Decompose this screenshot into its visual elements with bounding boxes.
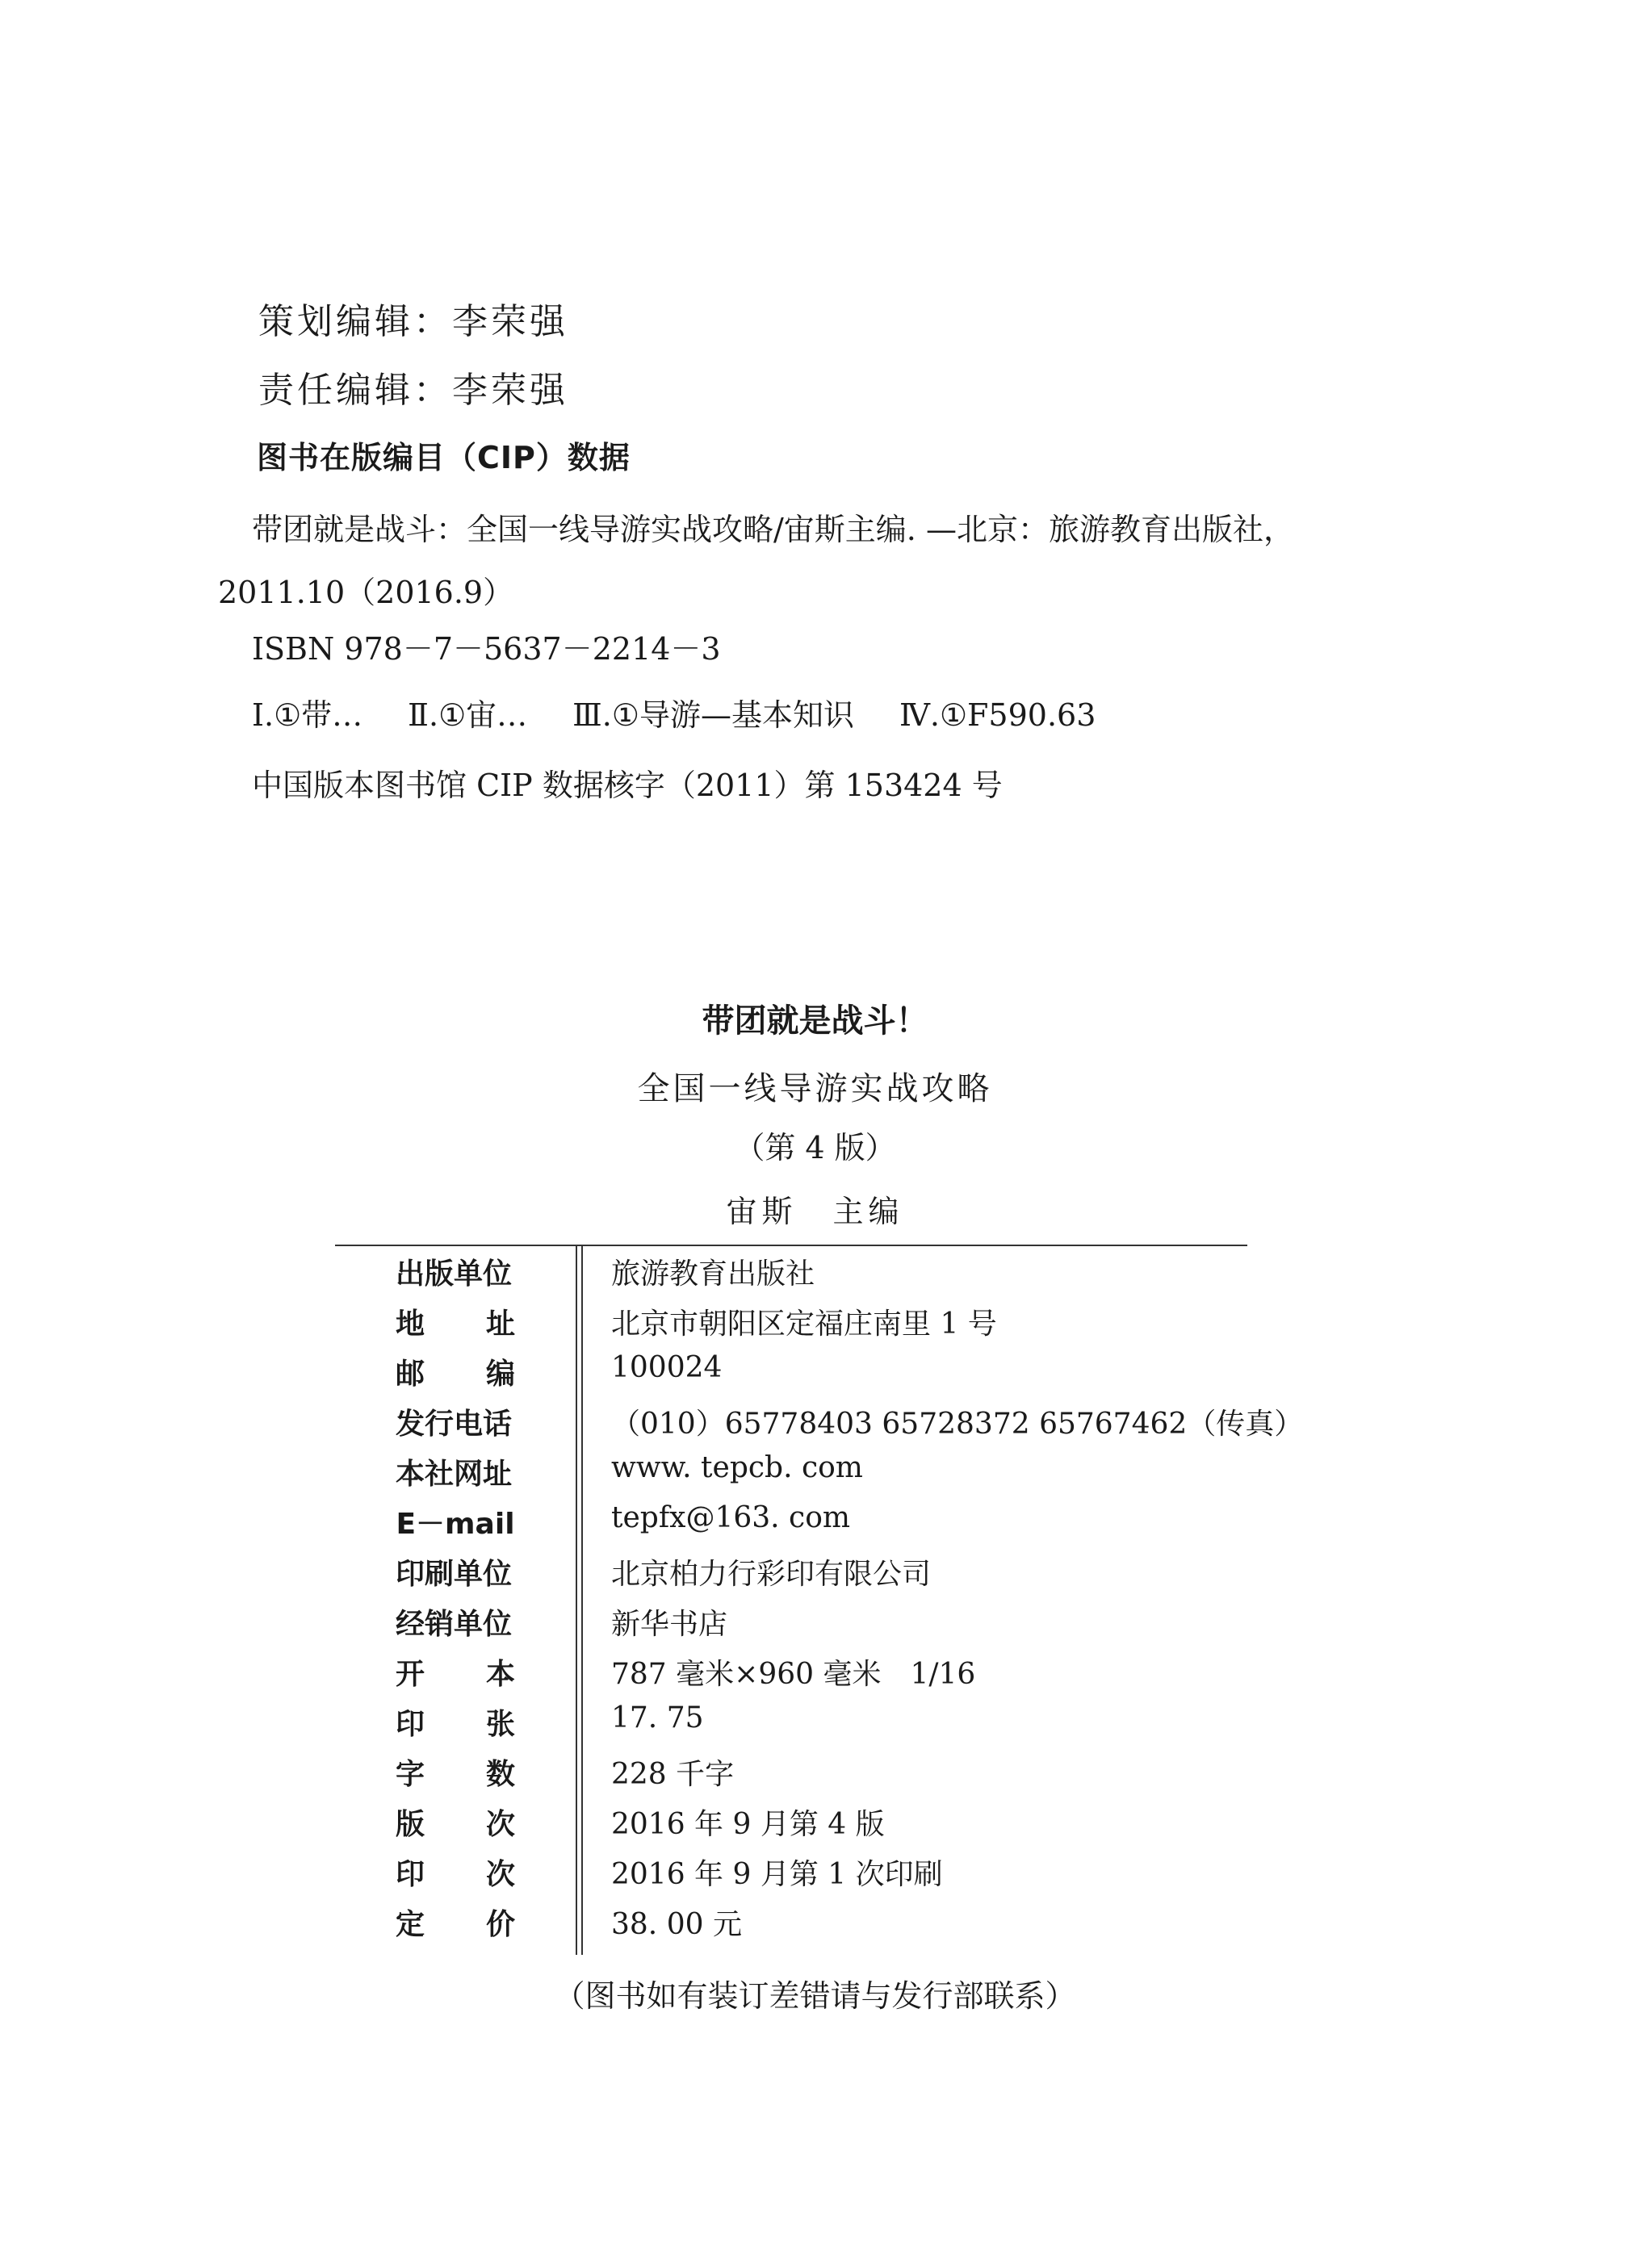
- colophon-label: [396, 1351, 515, 1392]
- book-chief-editor: 宙斯 主编: [726, 1194, 904, 1229]
- colophon-label-char: 张: [485, 1708, 515, 1741]
- colophon-label: [396, 1902, 515, 1943]
- colophon-label-char: 开: [396, 1658, 425, 1691]
- colophon-value: 北京市朝阳区定福庄南里 1 号: [611, 1308, 997, 1341]
- colophon-label: [396, 1852, 515, 1893]
- colophon-row: [0, 1852, 1630, 1902]
- colophon-row: [0, 1251, 1630, 1301]
- book-edition: （第 4 版）: [734, 1130, 896, 1165]
- colophon-table: [0, 1251, 1630, 1953]
- colophon-row: [0, 1651, 1630, 1701]
- colophon-value: 北京柏力行彩印有限公司: [611, 1558, 932, 1591]
- colophon-value: 新华书店: [611, 1608, 728, 1641]
- cip-title-line: 带团就是战斗：全国一线导游实战攻略/宙斯主编. —北京：旅游教育出版社，: [252, 512, 1294, 547]
- colophon-label: [396, 1601, 515, 1642]
- colophon-label-text: 本社网址: [396, 1458, 513, 1491]
- colophon-value: （010）65778403 65728372 65767462（传真）: [611, 1408, 1304, 1441]
- book-subtitle: 全国一线导游实战攻略: [637, 1070, 993, 1107]
- colophon-label-text: 出版单位: [396, 1257, 513, 1291]
- colophon-value: 228 千字: [611, 1758, 735, 1791]
- colophon-row: [0, 1301, 1630, 1351]
- cip-record-number: 中国版本图书馆 CIP 数据核字（2011）第 153424 号: [252, 768, 1003, 803]
- colophon-row: [0, 1401, 1630, 1451]
- colophon-row: [0, 1451, 1630, 1501]
- planning-editor: 策划编辑：李荣强: [258, 301, 568, 342]
- colophon-value: www. tepcb. com: [611, 1451, 863, 1484]
- colophon-label: [396, 1251, 515, 1292]
- colophon-value: 787 毫米×960 毫米 1/16: [611, 1658, 976, 1691]
- book-title: 带团就是战斗！: [702, 1002, 928, 1040]
- responsible-editor: 责任编辑：李荣强: [258, 370, 568, 411]
- colophon-label-char: 本: [485, 1658, 515, 1691]
- colophon-label-char: 次: [485, 1808, 515, 1841]
- colophon-label: [396, 1701, 515, 1743]
- cip-date-line: 2011.10（2016.9）: [218, 575, 514, 610]
- colophon-value: 2016 年 9 月第 1 次印刷: [611, 1858, 943, 1891]
- colophon-row: [0, 1701, 1630, 1751]
- classification-2: Ⅱ.①宙…: [408, 697, 528, 733]
- colophon-label: [396, 1451, 515, 1492]
- cip-heading: 图书在版编目（CIP）数据: [257, 440, 631, 475]
- colophon-label-char: 字: [396, 1758, 425, 1791]
- colophon-label: [396, 1751, 515, 1793]
- colophon-label-char: 印: [396, 1708, 425, 1741]
- table-top-rule: [335, 1245, 1247, 1246]
- cip-classification: [252, 690, 1096, 734]
- colophon-label-char: 编: [485, 1358, 515, 1391]
- colophon-label-char: 址: [485, 1308, 515, 1341]
- colophon-label-char: 价: [485, 1908, 515, 1941]
- colophon-row: [0, 1902, 1630, 1952]
- classification-4: Ⅳ.①F590.63: [899, 697, 1096, 733]
- colophon-row: [0, 1601, 1630, 1651]
- footer-note: （图书如有装订差错请与发行部联系）: [554, 1978, 1076, 2014]
- colophon-label-char: 版: [396, 1808, 425, 1841]
- colophon-value: 17. 75: [611, 1701, 704, 1734]
- colophon-value: tepfx@163. com: [611, 1501, 851, 1534]
- colophon-value: 旅游教育出版社: [611, 1257, 815, 1291]
- colophon-row: [0, 1551, 1630, 1601]
- colophon-label-text: 发行电话: [396, 1408, 513, 1441]
- colophon-row: [0, 1501, 1630, 1551]
- colophon-label: [396, 1801, 515, 1843]
- colophon-label: [396, 1551, 515, 1592]
- colophon-value: 38. 00 元: [611, 1908, 742, 1941]
- colophon-row: [0, 1801, 1630, 1852]
- colophon-label-char: 邮: [396, 1358, 425, 1391]
- colophon-label-char: 定: [396, 1908, 425, 1941]
- colophon-label: [396, 1401, 515, 1442]
- colophon-label-text: E－mail: [396, 1508, 515, 1541]
- colophon-label-text: 印刷单位: [396, 1558, 513, 1591]
- colophon-label-text: 经销单位: [396, 1608, 513, 1641]
- colophon-label-char: 地: [396, 1308, 425, 1341]
- colophon-label: [396, 1651, 515, 1693]
- classification-3: Ⅲ.①导游—基本知识: [572, 697, 854, 733]
- colophon-row: [0, 1351, 1630, 1401]
- colophon-label-char: 印: [396, 1858, 425, 1891]
- colophon-value: 100024: [611, 1351, 723, 1384]
- classification-1: Ⅰ.①带…: [252, 697, 363, 733]
- cip-isbn: ISBN 978－7－5637－2214－3: [252, 631, 721, 667]
- colophon-label-char: 次: [485, 1858, 515, 1891]
- colophon-label-char: 数: [485, 1758, 515, 1791]
- colophon-label: [396, 1501, 515, 1542]
- colophon-row: [0, 1751, 1630, 1801]
- colophon-value: 2016 年 9 月第 4 版: [611, 1808, 885, 1841]
- colophon-label: [396, 1301, 515, 1342]
